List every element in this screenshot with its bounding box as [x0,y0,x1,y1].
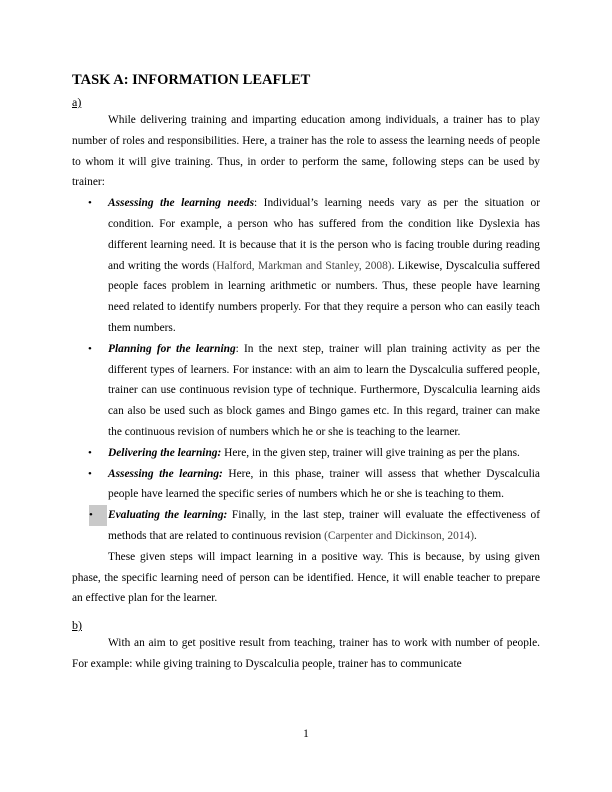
step-term: Planning for the learning [108,342,236,355]
page-content [72,72,540,675]
citation: (Carpenter and Dickinson, 2014) [324,529,474,542]
section-b-label: b) [72,618,82,633]
list-item [72,505,540,547]
bullet-icon: • [88,446,92,459]
list-item [72,443,540,464]
bullet-icon: • [88,467,92,480]
page-title: TASK A: INFORMATION LEAFLET [72,72,311,88]
step-text-cont: . [474,529,477,542]
section-a-label: a) [72,95,82,109]
learning-steps-list [72,193,540,547]
step-text: Here, in the given step, trainer will give training as per the plans. [221,446,520,459]
step-term: Evaluating the learning: [108,509,228,522]
section-b-intro: With an aim to get positive result from teaching, trainer has to work with number of people. For example: while giving training to Dyscalculia people, trainer has to communicate [72,637,540,670]
step-term: Assessing the learning: [108,467,223,480]
step-text-cont: . Likewise, Dyscalculia suffered people faces problem in learning arithmetic or numbers. Thus, these people have learning need related to identify numbers properly. For that they require a person who can easily teach them numbers. [108,259,540,334]
step-text: : Individual’s learning needs vary as per the situation or condition. For example, a person who has suffered from the condition like Dyslexia has different learning need. It is because that it is the person who is facing trouble during reading and writing the words [108,197,541,272]
section-a-intro: While delivering training and imparting education among individuals, a trainer has to play number of roles and responsibilities. Here, a trainer has the role to assess the learning needs of people to whom it will give training. Thus, in order to perform the same, following steps can be used by trainer: [72,114,540,189]
step-text: Finally, in the last step, trainer will evaluate the effectiveness of methods that are related to continuous revision [108,509,541,542]
step-text: Here, in this phase, trainer will assess that whether Dyscalculia people have learned the specific series of numbers which he or she is teaching to them. [108,467,540,501]
step-term: Delivering the learning: [108,446,222,459]
list-item [72,464,540,506]
page-number: 1 [303,728,309,740]
list-item [72,339,540,443]
step-term: Assessing the learning needs [108,197,255,210]
list-item [72,193,540,339]
citation: (Halford, Markman and Stanley, 2008) [212,259,392,272]
section-a-conclusion: These given steps will impact learning in a positive way. This is because, by using given phase, the specific learning need of person can be identified. Hence, it will enable teacher to prepare an effective plan for the learner. [72,550,540,605]
step-text: : In the next step, trainer will plan training activity as per the different types of learners. For instance: with an aim to learn the Dyscalculia suffered people, trainer can use continuous revision type of technique. Furthermore, Dyscalculia learning aids can also be used such as block games and Bingo games etc. In this regard, trainer can make the continuous revision of numbers which he or she is teaching to the learner. [108,342,540,438]
bullet-icon: • [88,342,92,355]
bullet-icon: • [88,197,92,210]
bullet-icon: • [89,505,107,526]
